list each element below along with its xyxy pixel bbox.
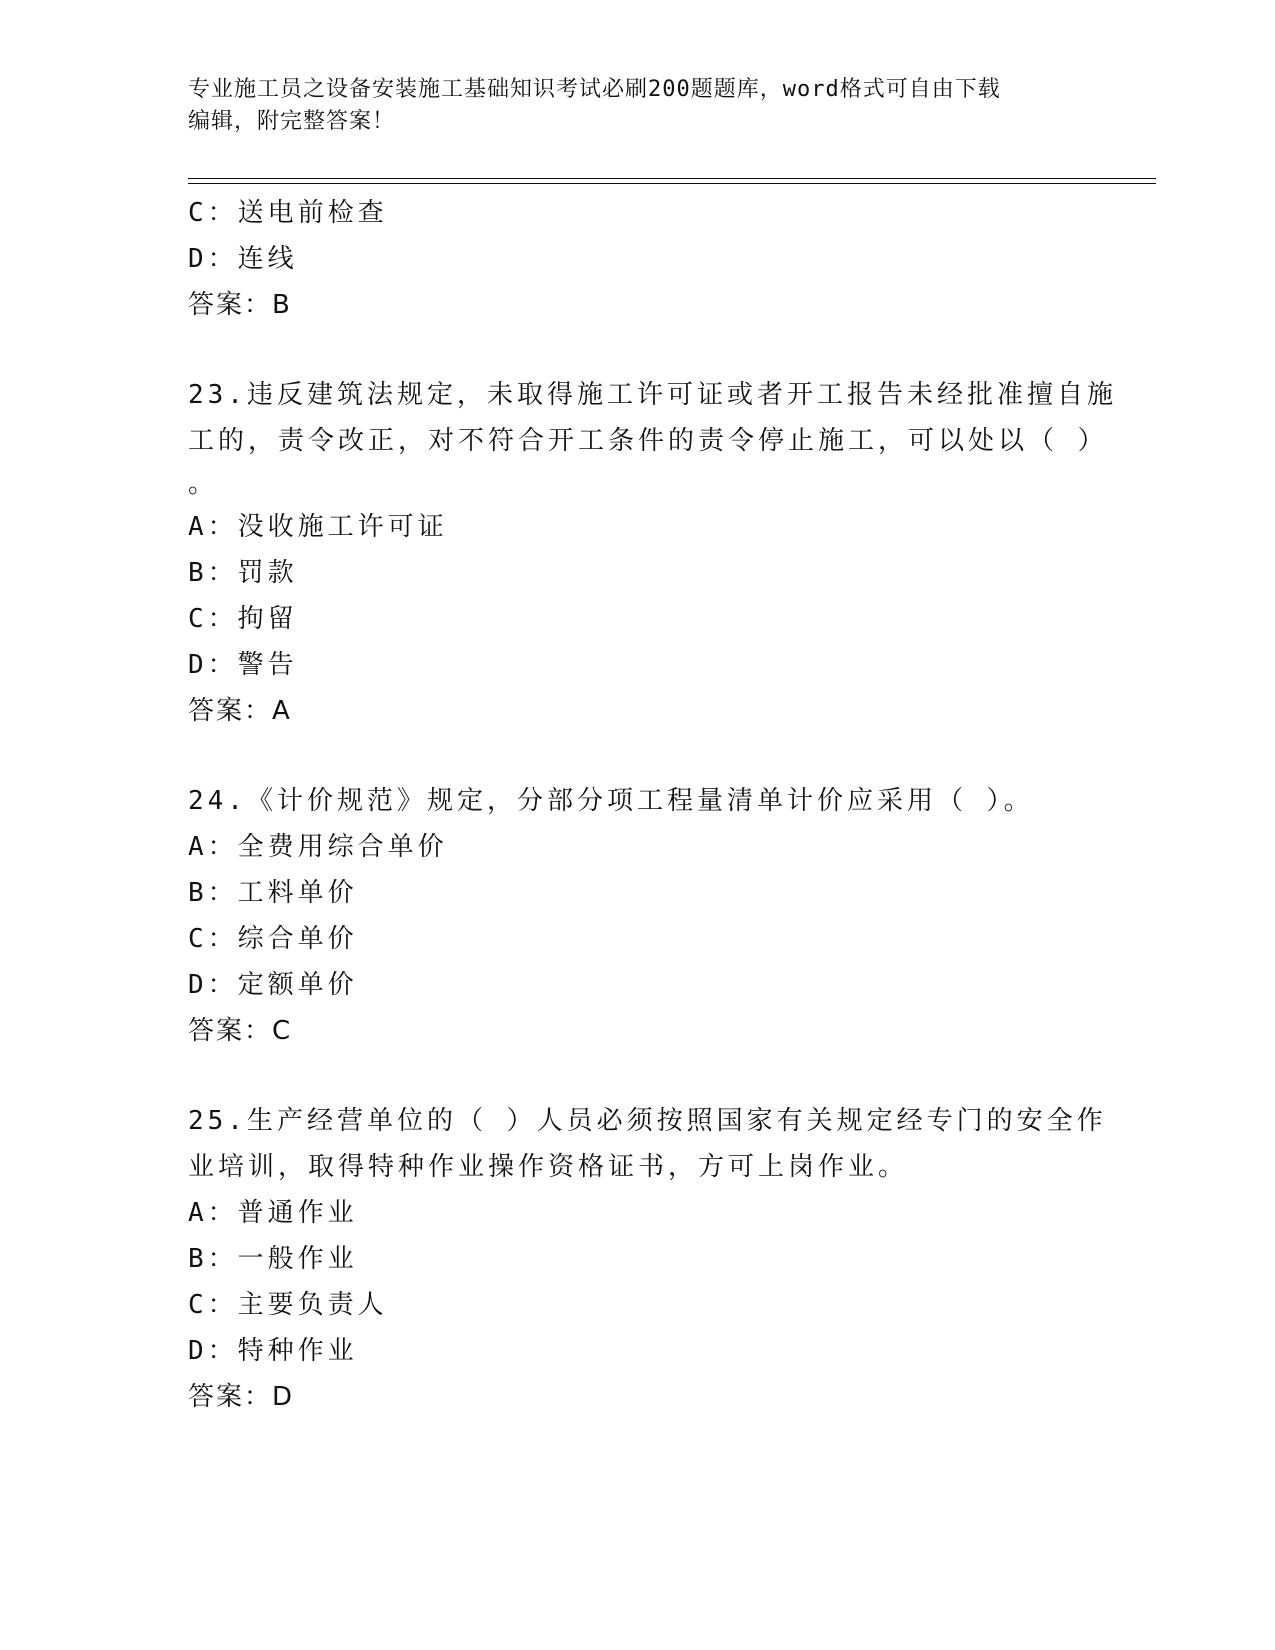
header-divider-bottom xyxy=(188,183,1156,184)
answer-line: 答案：A xyxy=(188,696,292,726)
option-c: C：拘留 xyxy=(188,604,298,634)
question-stem-line: 25.生产经营单位的（ ）人员必须按照国家有关规定经专门的安全作 xyxy=(188,1106,1107,1136)
option-b: B：一般作业 xyxy=(188,1244,358,1274)
question-stem-line: 工的，责令改正，对不符合开工条件的责令停止施工，可以处以（ ） xyxy=(188,426,1108,456)
question-25 xyxy=(188,1098,1107,1420)
answer-line: 答案：C xyxy=(188,1016,293,1046)
question-list xyxy=(188,190,1117,1420)
answer-line: 答案：B xyxy=(188,290,292,320)
question-stem-line: 24.《计价规范》规定，分部分项工程量清单计价应采用（ ）。 xyxy=(188,786,1034,816)
header-title-line1: 专业施工员之设备安装施工基础知识考试必刷200题题库，word格式可自由下载 xyxy=(188,77,1001,102)
answer-line: 答案：D xyxy=(188,1382,295,1412)
question-stem-line: 。 xyxy=(188,469,219,499)
question-22-tail xyxy=(188,190,1088,328)
option-d: D：警告 xyxy=(188,650,298,680)
document-header xyxy=(188,74,1088,138)
option-a: A：没收施工许可证 xyxy=(188,512,448,542)
question-stem-line: 业培训，取得特种作业操作资格证书，方可上岗作业。 xyxy=(188,1152,909,1182)
question-spacer xyxy=(188,734,1088,778)
option-b: B：工料单价 xyxy=(188,878,358,908)
option-d: D：特种作业 xyxy=(188,1336,358,1366)
option-d: D：定额单价 xyxy=(188,970,358,1000)
question-23 xyxy=(188,372,1117,734)
option-d: D：连线 xyxy=(188,244,298,274)
header-title-line2: 编辑，附完整答案！ xyxy=(188,109,396,134)
question-stem-line: 23.违反建筑法规定，未取得施工许可证或者开工报告未经批准擅自施 xyxy=(188,380,1117,410)
header-divider-top xyxy=(188,178,1156,179)
option-b: B：罚款 xyxy=(188,558,298,588)
option-a: A：普通作业 xyxy=(188,1198,358,1228)
option-a: A：全费用综合单价 xyxy=(188,832,448,862)
question-spacer xyxy=(188,328,1088,372)
option-c: C：主要负责人 xyxy=(188,1290,388,1320)
option-c: C：送电前检查 xyxy=(188,198,388,228)
question-24 xyxy=(188,778,1088,1054)
option-c: C：综合单价 xyxy=(188,924,358,954)
question-spacer xyxy=(188,1054,1088,1098)
